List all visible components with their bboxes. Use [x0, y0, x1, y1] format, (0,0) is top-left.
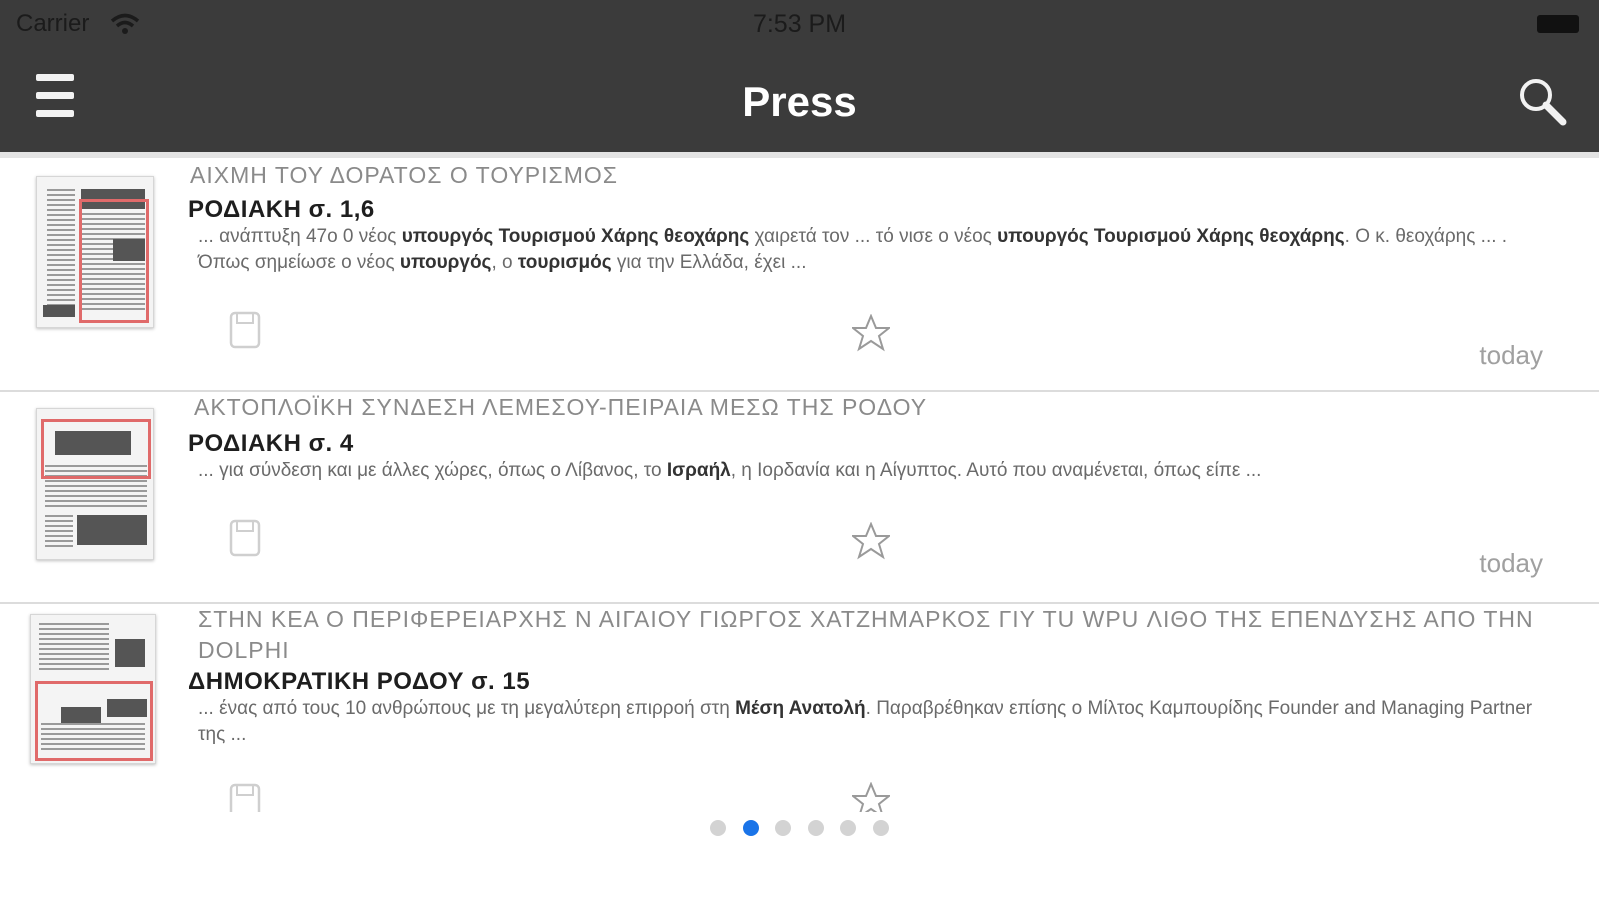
clipping-thumbnail[interactable]	[36, 408, 154, 560]
carrier-label: Carrier	[16, 10, 90, 37]
article-source: ΡΟΔΙΑΚΗ σ. 1,6	[188, 196, 375, 223]
list-item[interactable]	[0, 606, 1599, 812]
status-bar	[0, 0, 1599, 52]
press-list[interactable]	[0, 152, 1599, 812]
battery-icon	[1537, 15, 1579, 33]
article-snippet: ... για σύνδεση και με άλλες χώρες, όπως ο Λίβανος, το Ισραήλ, η Ιορδανία και η Αίγυπτος. Αυτό που αναμένεται, όπως είπε ...	[198, 460, 1262, 481]
page-title: Press	[742, 78, 857, 125]
search-icon[interactable]	[1515, 74, 1569, 128]
page-dot[interactable]	[710, 820, 726, 836]
page-dot[interactable]	[808, 820, 824, 836]
clipping-thumbnail[interactable]	[30, 614, 156, 764]
clipping-thumbnail[interactable]	[36, 176, 154, 328]
article-source: ΡΟΔΙΑΚΗ σ. 4	[188, 430, 354, 457]
article-headline[interactable]: ΑΚΤΟΠΛΟΪΚΗ ΣΥΝΔΕΣΗ ΛΕΜΕΣΟΥ-ΠΕΙΡΑΙΑ ΜΕΣΩ ΤΗΣ ΡΟΔΟΥ	[194, 394, 928, 420]
save-icon[interactable]	[228, 310, 262, 350]
nav-bar	[0, 52, 1599, 152]
article-date: today	[1479, 548, 1543, 578]
page-dot[interactable]	[840, 820, 856, 836]
star-icon[interactable]	[852, 782, 890, 812]
status-time: 7:53 PM	[752, 10, 847, 38]
article-source: ΔΗΜΟΚΡΑΤΙΚΗ ΡΟΔΟΥ σ. 15	[188, 668, 531, 695]
page-dot[interactable]	[775, 820, 791, 836]
save-icon[interactable]	[228, 518, 262, 558]
article-snippet: ... ένας από τους 10 ανθρώπους με τη μεγαλύτερη επιρροή στη Μέση Ανατολή. Παραβρέθηκαν επίσης ο Μίλτος Καμπουρίδης Founder and Managing Partner της ...	[198, 698, 1533, 745]
page-indicator[interactable]	[0, 820, 1599, 841]
article-headline[interactable]: ΣΤΗΝ ΚΕΑ Ο ΠΕΡΙΦΕΡΕΙΑΡΧΗΣ Ν ΑΙΓΑΙΟΥ ΓΙΩΡΓΟΣ ΧΑΤΖΗΜΑΡΚΟΣ ΓΙΥ ΤU WPU ΛΙΘΟ ΤΗΣ ΕΠΕΝΔΥΣΗΣ ΑΠΟ ΤΗΝ DOLPHI	[198, 606, 1534, 663]
save-icon[interactable]	[228, 782, 262, 812]
page-dot-active[interactable]	[743, 820, 759, 836]
list-item[interactable]	[0, 158, 1599, 392]
star-icon[interactable]	[852, 522, 890, 560]
article-date: today	[1479, 340, 1543, 370]
article-snippet: ... ανάπτυξη 47ο 0 νέος υπουργός Τουρισμού Χάρης θεοχάρης χαιρετά τον ... τό νισε ο νέος υπουργός Τουρισμού Χάρης θεοχάρης. Ο κ. θεοχάρης ... . Όπως σημείωσε ο νέος υπουργός, ο τουρισμός για την Ελλάδα, έχει ...	[198, 226, 1508, 273]
star-icon[interactable]	[852, 314, 890, 352]
page-dot[interactable]	[873, 820, 889, 836]
article-headline[interactable]: ΑΙΧΜΗ ΤΟΥ ΔΟΡΑΤΟΣ Ο ΤΟΥΡΙΣΜΟΣ	[190, 162, 619, 188]
list-item[interactable]	[0, 394, 1599, 604]
